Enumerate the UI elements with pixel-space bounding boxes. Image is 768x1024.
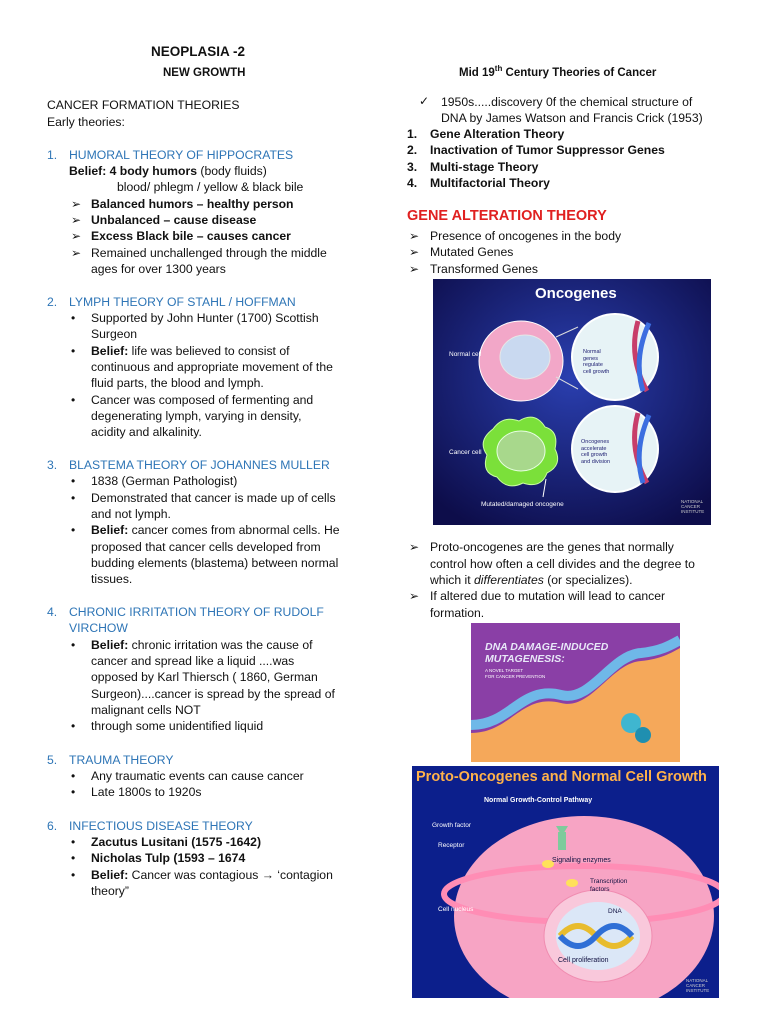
dot-bullet-icon: • <box>71 311 76 325</box>
gat-bullet: Transformed Genes <box>430 262 538 276</box>
dot-bullet-icon: • <box>71 474 76 488</box>
transcription-factors-label: Transcription factors <box>590 878 628 893</box>
arrow-bullet-icon: ➢ <box>409 589 420 603</box>
dot-bullet-icon: • <box>71 769 76 783</box>
dot-bullet-icon: • <box>71 719 76 733</box>
nci-logo: NATIONAL CANCER INSTITUTE <box>681 499 705 514</box>
theory-4-bullet: Belief: chronic irritation was the cause of <box>91 638 313 652</box>
theory-2-bullet-cont: degenerating lymph, varying in density, <box>91 409 302 423</box>
theory-2-heading: LYMPH THEORY OF STAHL / HOFFMAN <box>69 295 296 309</box>
theory-1-belief: Belief: 4 body humors (body fluids) <box>69 164 267 178</box>
mutated-oncogene-label: Mutated/damaged oncogene <box>481 501 564 508</box>
theory-5-number: 5. <box>47 753 58 767</box>
watson-crick-line-cont: DNA by James Watson and Francis Crick (1953) <box>441 111 703 125</box>
theory-4-heading-cont: VIRCHOW <box>69 621 128 635</box>
theory-1-number: 1. <box>47 148 58 162</box>
theory-5-bullet: Any traumatic events can cause cancer <box>91 769 304 783</box>
theory-4-bullet-cont: malignant cells NOT <box>91 703 201 717</box>
dna-label: DNA <box>608 908 622 915</box>
cell-nucleus-label: Cell nucleus <box>438 906 474 913</box>
theory-list-number: 3. <box>407 160 418 174</box>
normal-genes-label: Normal genes regulate cell growth <box>583 349 610 375</box>
dot-bullet-icon: • <box>71 868 76 882</box>
nci-logo: NATIONAL CANCER INSTITUTE <box>686 978 710 993</box>
proto-fig-title: Proto-Oncogenes and Normal Cell Growth <box>416 769 707 785</box>
theory-3-bullet: Demonstrated that cancer is made up of cells <box>91 491 336 505</box>
theory-2-bullet: Supported by John Hunter (1700) Scottish <box>91 311 319 325</box>
page-title: NEOPLASIA -2 <box>151 44 246 59</box>
page-subtitle: NEW GROWTH <box>163 67 246 79</box>
theory-2-bullet-cont: acidity and alkalinity. <box>91 425 202 439</box>
theory-3-bullet-cont: tissues. <box>91 572 133 586</box>
arrow-bullet-icon: ➢ <box>409 245 420 259</box>
dot-bullet-icon: • <box>71 638 76 652</box>
theory-4-bullet: through some unidentified liquid <box>91 719 264 733</box>
arrow-bullet-icon: ➢ <box>409 540 420 554</box>
theory-5-bullet: Late 1800s to 1920s <box>91 785 202 799</box>
theory-list-number: 1. <box>407 127 418 141</box>
theory-3-bullet: 1838 (German Pathologist) <box>91 474 238 488</box>
growth-factor-label: Growth factor <box>432 822 472 829</box>
pathway-label: Normal Growth-Control Pathway <box>484 797 593 804</box>
theory-3-bullet-cont: and not lymph. <box>91 507 171 521</box>
theory-list-number: 4. <box>407 176 418 190</box>
mutation-text-cont: formation. <box>430 606 485 620</box>
theory-1-bullet-cont: ages for over 1300 years <box>91 262 226 276</box>
theory-1-bullet: Balanced humors – healthy person <box>91 197 294 211</box>
theory-3-heading: BLASTEMA THEORY OF JOHANNES MULLER <box>69 458 330 472</box>
dot-bullet-icon: • <box>71 523 76 537</box>
gat-bullet: Mutated Genes <box>430 245 514 259</box>
theory-3-bullet-cont: proposed that cancer cells developed from <box>91 540 321 554</box>
section-heading: CANCER FORMATION THEORIES <box>47 98 240 112</box>
check-icon: ✓ <box>419 94 430 108</box>
right-heading: Mid 19th Century Theories of Cancer <box>459 64 657 79</box>
dna-fig-title: DNA DAMAGE-INDUCED MUTAGENESIS: <box>485 641 609 665</box>
mutation-text: If altered due to mutation will lead to cancer <box>430 589 666 603</box>
cancer-cell-label: Cancer cell <box>449 449 482 456</box>
gat-bullet: Presence of oncogenes in the body <box>430 229 622 243</box>
theory-list-item: Inactivation of Tumor Suppressor Genes <box>430 143 665 157</box>
theory-4-number: 4. <box>47 605 58 619</box>
proto-text: Proto-oncogenes are the genes that normally <box>430 540 674 554</box>
arrow-bullet-icon: ➢ <box>71 246 82 260</box>
theory-list-item: Gene Alteration Theory <box>430 127 565 141</box>
dna-fig-subtitle: A NOVEL TARGET FOR CANCER PREVENTION <box>485 668 546 679</box>
dot-bullet-icon: • <box>71 393 76 407</box>
arrow-bullet-icon: ➢ <box>71 213 82 227</box>
theory-2-bullet-cont: continuous and appropriate movement of the <box>91 360 333 374</box>
watson-crick-line: 1950s.....discovery 0f the chemical structure of <box>441 95 693 109</box>
normal-cell-label: Normal cell <box>449 351 482 358</box>
theory-4-bullet-cont: Surgeon)....cancer is spread by the spread of <box>91 687 335 701</box>
theory-4-heading: CHRONIC IRRITATION THEORY OF RUDOLF <box>69 605 324 619</box>
dot-bullet-icon: • <box>71 851 76 865</box>
receptor-label: Receptor <box>438 842 465 849</box>
theory-6-heading: INFECTIOUS DISEASE THEORY <box>69 819 253 833</box>
dot-bullet-icon: • <box>71 835 76 849</box>
oncogenes-figure <box>433 279 711 525</box>
arrow-bullet-icon: ➢ <box>71 229 82 243</box>
proto-text-cont: which it differentiates (or specializes). <box>430 573 633 587</box>
arrow-bullet-icon: ➢ <box>71 197 82 211</box>
theory-2-bullet-cont: Surgeon <box>91 327 138 341</box>
dna-damage-figure <box>471 623 680 762</box>
theory-6-bullet: Zacutus Lusitani (1575 -1642) <box>91 835 262 849</box>
gene-alteration-heading: GENE ALTERATION THEORY <box>407 208 607 224</box>
oncogenes-accelerate-label: Oncogenes accelerate cell growth and division <box>581 439 611 465</box>
theory-list-item: Multifactorial Theory <box>430 176 550 190</box>
theory-3-bullet-cont: budding elements (blastema) between normal <box>91 556 339 570</box>
signaling-enzymes-label: Signaling enzymes <box>552 857 611 864</box>
theory-2-number: 2. <box>47 295 58 309</box>
theory-1-heading: HUMORAL THEORY OF HIPPOCRATES <box>69 148 294 162</box>
theory-6-bullet: Nicholas Tulp (1593 – 1674 <box>91 851 246 865</box>
dot-bullet-icon: • <box>71 785 76 799</box>
theory-1-humors: blood/ phlegm / yellow & black bile <box>117 180 304 194</box>
cell-proliferation-label: Cell proliferation <box>558 957 609 964</box>
theory-5-heading: TRAUMA THEORY <box>69 753 174 767</box>
dot-bullet-icon: • <box>71 491 76 505</box>
theory-list-item: Multi-stage Theory <box>430 160 539 174</box>
theory-2-bullet-cont: fluid parts, the blood and lymph. <box>91 376 264 390</box>
proto-text-cont: control how often a cell divides and the degree to <box>430 557 695 571</box>
theory-3-bullet: Belief: cancer comes from abnormal cells. He <box>91 523 340 537</box>
theory-1-bullet: Remained unchallenged through the middle <box>91 246 327 260</box>
arrow-bullet-icon: ➢ <box>409 262 420 276</box>
oncogenes-fig-title: Oncogenes <box>535 285 617 302</box>
theory-2-bullet: Belief: life was believed to consist of <box>91 344 290 358</box>
theory-list-number: 2. <box>407 143 418 157</box>
theory-3-number: 3. <box>47 458 58 472</box>
theory-6-bullet: Belief: Cancer was contagious → ‘contagion <box>91 868 333 882</box>
theory-6-bullet-cont: theory” <box>91 884 129 898</box>
theory-4-bullet-cont: opposed by Karl Thiersch ( 1860, German <box>91 670 318 684</box>
arrow-bullet-icon: ➢ <box>409 229 420 243</box>
proto-oncogenes-figure <box>412 766 719 998</box>
theory-1-bullet: Unbalanced – cause disease <box>91 213 257 227</box>
early-theories-label: Early theories: <box>47 115 125 129</box>
theory-1-bullet: Excess Black bile – causes cancer <box>91 229 291 243</box>
theory-6-number: 6. <box>47 819 58 833</box>
theory-4-bullet-cont: cancer and spread like a liquid ....was <box>91 654 295 668</box>
dot-bullet-icon: • <box>71 344 76 358</box>
theory-2-bullet: Cancer was composed of fermenting and <box>91 393 314 407</box>
